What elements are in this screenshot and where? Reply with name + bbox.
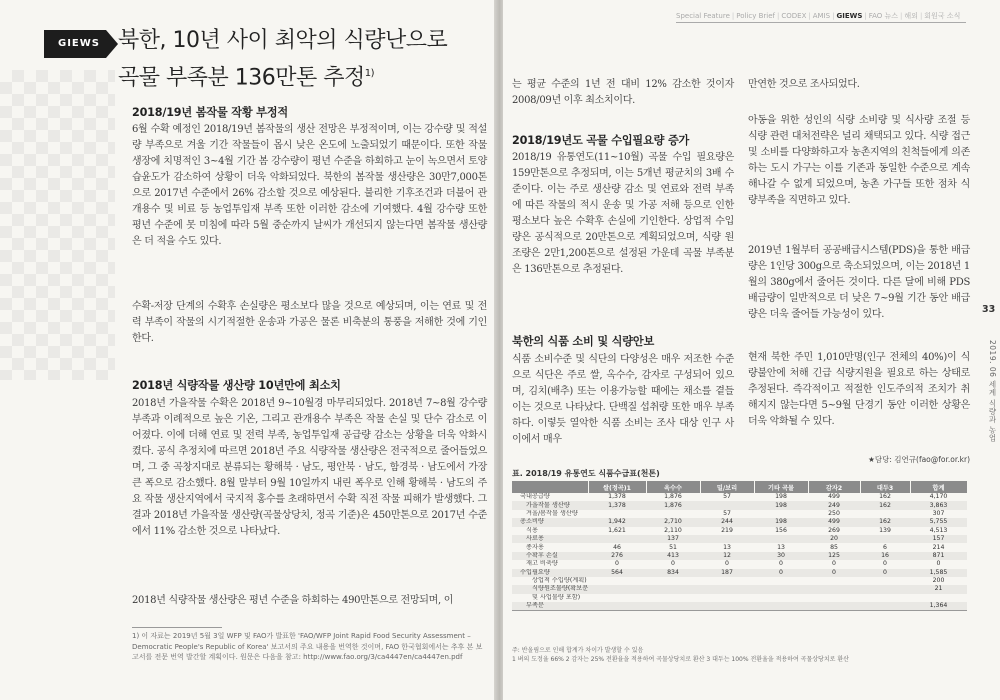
- decorative-pattern: [0, 70, 115, 380]
- title-line-2: [118, 57, 468, 94]
- paragraph: 수확-저장 단계의 수확후 손실량은 평소보다 많을 것으로 예상되며, 이는 연료 및 전력 부족이 작물의 시기적절한 운송과 가공은 물론 비축분의 통풍을 저해한 것에 기인한다.: [132, 301, 487, 344]
- table-cell: [754, 535, 808, 543]
- section-tag: GIEWS: [44, 30, 106, 58]
- table-cell: 0: [860, 569, 910, 577]
- table-note: 주: 반올림으로 인해 합계가 차이가 발생할 수 있음: [512, 647, 644, 654]
- table-cell: [860, 602, 910, 611]
- table-header-cell: 대두3: [860, 481, 910, 493]
- side-caption: 2019. 06 세계 식량과 농업: [988, 340, 997, 443]
- table-note: 1 벼의 도정율 66% 2 감자는 25% 전환율을 적용하여 곡물상당치로 환산 3 대두는 100% 전환율을 적용하여 곡물상당치로 환산: [512, 656, 849, 663]
- table-cell: [646, 510, 700, 518]
- table-header-cell: [512, 481, 588, 493]
- table-cell: 198: [754, 518, 808, 526]
- paragraph: 만연한 것으로 조사되었다.: [748, 79, 860, 90]
- table-cell: 198: [775, 493, 787, 501]
- nav-item[interactable]: FAO 뉴스: [868, 12, 899, 20]
- table-row-label: 사료용: [512, 535, 588, 543]
- table-cell: 85: [830, 543, 838, 551]
- table-cell: 200: [932, 577, 945, 585]
- nav-item[interactable]: GIEWS: [836, 12, 863, 20]
- paragraph: 2018/19 유통연도(11~10월) 곡물 수입 필요량은 159만톤으로 추정되며, 이는 5개년 평균치의 3배 수준이다. 이는 주로 생산량 감소 및 연료와 전력 부족에 따른 작물의 적시 운송 및 가공 저해 등으로 인한 평소보다 높은 수확후 손실에 기인한다. 상업적 수입량은 공식적으로 20만톤으로 계획되었으며, 식량 원조량은 2만1,200톤으로 설정된 가운데 곡물 부족분은 136만톤으로 추정된다.: [512, 152, 734, 275]
- table-cell: 0: [808, 569, 860, 577]
- table-cell: 57: [723, 509, 731, 517]
- table-header-cell: 밀/보리: [700, 481, 754, 493]
- table-row: [512, 535, 967, 543]
- table-cell: [646, 602, 700, 611]
- table-header-row: [512, 481, 967, 493]
- table-cell: 2,710: [646, 518, 700, 526]
- table-row: [512, 510, 967, 518]
- table-cell: [754, 602, 808, 611]
- nav-separator: |: [731, 12, 735, 20]
- table-cell: 187: [700, 569, 754, 577]
- table-cell: 6: [883, 543, 887, 551]
- table-row: [512, 569, 967, 577]
- nav-item[interactable]: AMIS: [812, 12, 831, 20]
- table-row: [512, 543, 967, 551]
- table-cell: 1,378: [608, 493, 626, 501]
- page-number: 33: [982, 304, 996, 315]
- table-row-label: 종자용: [526, 543, 544, 551]
- table-cell: [808, 577, 860, 585]
- table-cell: 307: [932, 509, 945, 517]
- table-cell: 1,621: [608, 526, 626, 534]
- nav-separator: |: [919, 12, 923, 20]
- table-header-cell: 옥수수: [646, 481, 700, 493]
- table-cell: [700, 501, 754, 509]
- table-cell: 0: [779, 560, 783, 568]
- nav-separator: |: [808, 12, 811, 20]
- table-cell: 1,876: [664, 493, 682, 501]
- author-credit: ★담당: 김연규(fao@for.or.kr): [868, 455, 970, 464]
- table-cell: 1,378: [588, 501, 646, 509]
- table-row-label: 식용: [526, 526, 538, 534]
- table-row: [512, 552, 967, 560]
- table-cell: [860, 510, 910, 518]
- table-cell: [588, 577, 646, 585]
- table-cell: 1,585: [910, 569, 967, 577]
- nav-separator: |: [777, 12, 780, 20]
- table-cell: [588, 510, 646, 518]
- table-cell: 499: [808, 518, 860, 526]
- table-row-label: 가을작물 생산량: [512, 501, 588, 509]
- section-heading: 2018년 식량작물 생산량 10년만에 최소치: [132, 379, 341, 392]
- table-cell: 125: [808, 552, 860, 560]
- paragraph: 아동을 위한 성인의 식량 소비량 및 식사량 조절 등 식량 관련 대처전략은 널리 채택되고 있다. 식량 접근 및 소비를 다양화하고자 농촌지역의 친척들에게 의존하는 도시 가구는 이를 기존과 동일한 수준으로 계속해나갈 수 없게 되었으며, 농촌 가구들 또한 점차 식량부족을 직면하고 있다.: [748, 115, 970, 206]
- table-row-label: 국내공급량: [520, 493, 550, 501]
- article-title: [118, 24, 468, 94]
- table-cell: 250: [828, 509, 840, 517]
- table-cell: [860, 535, 910, 543]
- table-cell: 16: [860, 552, 910, 560]
- table-cell: [754, 510, 808, 518]
- nav-item[interactable]: Policy Brief: [736, 12, 776, 20]
- table-cell: 0: [671, 560, 675, 568]
- table-row-label: 부족분: [512, 602, 588, 611]
- section-heading: 북한의 식품 소비 및 식량안보: [512, 335, 655, 348]
- paragraph: 2019년 1월부터 공공배급시스템(PDS)을 통한 배급량은 1인당 300g으로 축소되었으며, 이는 2018년 1월의 380g에서 줄어든 것이다. 다른 달에 비해 PDS 배급량이 일반적으로 더 낮은 7~9월 기간 동안 배급량은 더욱 줄어들 가능성이 있다.: [748, 245, 970, 320]
- table-cell: [860, 594, 910, 602]
- table-cell: 413: [646, 552, 700, 560]
- table-row-label: 수확후 손실: [512, 552, 588, 560]
- table-cell: 46: [613, 543, 621, 551]
- title-line-2-text: 곡물 부족분 136만톤 추정: [118, 65, 365, 91]
- table-cell: [808, 585, 860, 593]
- table-cell: 1,876: [646, 501, 700, 509]
- table-cell: 162: [860, 518, 910, 526]
- table-cell: [808, 594, 860, 602]
- table-cell: [910, 594, 967, 602]
- nav-divider: [676, 22, 966, 23]
- table-cell: 1,942: [588, 518, 646, 526]
- table-cell: 51: [669, 543, 677, 551]
- nav-separator: |: [900, 12, 903, 20]
- table-cell: [754, 594, 808, 602]
- table-row-label: 총소비량: [512, 518, 588, 526]
- table-cell: 214: [932, 543, 945, 551]
- table-cell: 156: [775, 526, 787, 534]
- table-header-cell: 감자2: [808, 481, 860, 493]
- table-cell: [700, 535, 754, 543]
- table-row-label: 수입필요량: [512, 569, 588, 577]
- table-row-label: 식량원조물량(확보분: [512, 585, 588, 593]
- table-cell: 5,755: [910, 518, 967, 526]
- table-cell: 4,170: [929, 493, 948, 501]
- table-row-label: 겨울/봄작물 생산량: [526, 509, 578, 517]
- table-body: [512, 493, 967, 611]
- table-cell: [700, 594, 754, 602]
- table-cell: 249: [808, 501, 860, 509]
- footnote: 1) 이 자료는 2019년 5월 3일 WFP 및 FAO가 발표한 'FAO/WFP Joint Rapid Food Security Assessment – Democratic People's Republic of Korea' 보고서의 주요 내용을 번역한 것이며, FAO 한국협회에서는 추후 본 보고서를 전문 번역 발간할 계획이다. 원문은 다음을 참고: http://www.fao.org/3/ca4447en/ca4447en.pdf: [132, 632, 483, 661]
- table-row-label: 및 사업물량 포함): [532, 593, 581, 601]
- nav-separator: |: [864, 12, 867, 20]
- table-cell: 198: [754, 501, 808, 509]
- table-cell: 21: [910, 585, 967, 593]
- table-cell: 3,863: [910, 501, 967, 509]
- section-nav: [676, 11, 962, 21]
- table-cell: [646, 594, 700, 602]
- table-cell: [700, 585, 754, 593]
- table-row-label: 재고 비축량: [526, 560, 558, 568]
- section-heading: 2018/19년도 곡물 수입필요량 증가: [512, 134, 690, 147]
- table-cell: 564: [588, 569, 646, 577]
- table-cell: 30: [754, 552, 808, 560]
- table-cell: 0: [832, 560, 836, 568]
- table-cell: 162: [860, 501, 910, 509]
- table-cell: 2,110: [664, 526, 682, 534]
- paragraph: 2018년 가을작물 수확은 2018년 9~10월경 마무리되었다. 2018년 7~8월 강수량 부족과 이례적으로 높은 기온, 그리고 관개용수 부족은 작물 손실 및 단수 감소로 이어졌다. 이에 더해 연료 및 전력 부족, 농업투입재 공급량 감소는 상황을 더욱 악화시켰다. 공식 추정치에 따르면 2018년 주요 식량작물 생산량은 전국적으로 줄어들었으며, 그 중 곡창지대로 분류되는 황해북 · 남도, 평안북 · 남도, 함경북 · 남도에서 가장 큰 폭으로 감소했다. 8월 말부터 9월 10일까지 내린 폭우로 인해 황해북 · 남도의 주요 작물 생산지역에서 국지적 홍수를 초래하면서 수확 직전 작물 피해가 발생했다. 그 결과 2018년 가을작물 생산량(곡물상당치, 정곡 기준)은 450만톤으로 2017년 수준에서 11% 감소한 것으로 나타났다.: [132, 398, 487, 537]
- table-header-cell: 기타 곡물: [754, 481, 808, 493]
- table-cell: [700, 602, 754, 611]
- nav-item[interactable]: 회원국 소식: [924, 12, 961, 20]
- table-notes: [512, 646, 972, 664]
- title-line-1: 북한, 10년 사이 최악의 식량난으로: [118, 28, 448, 53]
- table-cell: 13: [777, 543, 785, 551]
- nav-item[interactable]: 해외: [904, 12, 918, 20]
- paragraph: 식품 소비수준 및 식단의 다양성은 매우 저조한 수준으로 식단은 주로 쌀, 옥수수, 감자로 구성되어 있으며, 김치(배추) 또는 이용가능할 때에는 채소를 곁들이는 것으로 나타났다. 단백질 섭취량 또한 매우 부족하다. 이렇듯 열악한 식품 소비는 조사 대상 인구 사이에서 매우: [512, 354, 734, 445]
- nav-item[interactable]: CODEX: [781, 12, 807, 20]
- table-cell: [808, 602, 860, 611]
- table-cell: 139: [879, 526, 891, 534]
- table-cell: 57: [723, 493, 731, 501]
- table-cell: [646, 585, 700, 593]
- table-cell: 137: [646, 535, 700, 543]
- table-cell: [860, 577, 910, 585]
- footnote-divider: [132, 627, 222, 628]
- table-cell: [860, 585, 910, 593]
- table-cell: 0: [936, 560, 941, 568]
- table-cell: 157: [910, 535, 967, 543]
- table-row: [512, 577, 967, 585]
- nav-separator: |: [832, 12, 835, 20]
- table-row: [512, 501, 967, 509]
- table-cell: 4,513: [929, 526, 948, 534]
- table-row: [512, 585, 967, 593]
- table-row: [512, 527, 967, 535]
- table-cell: [700, 577, 754, 585]
- title-footnote-mark: 1): [364, 68, 375, 79]
- table-cell: [588, 602, 646, 611]
- table-row: [512, 560, 967, 568]
- paragraph: 는 평균 수준의 1년 전 대비 12% 감소한 것이자 2008/09년 이후 최소치이다.: [512, 79, 734, 106]
- table-cell: 499: [828, 493, 840, 501]
- nav-item[interactable]: Special Feature: [676, 12, 730, 20]
- table-cell: 219: [721, 526, 733, 534]
- table-cell: [646, 577, 700, 585]
- table-cell: [588, 535, 646, 543]
- table-cell: 20: [808, 535, 860, 543]
- table-cell: 1,364: [910, 602, 967, 611]
- table-cell: 0: [615, 560, 619, 568]
- table-row-label: 상업적 수입량(계획): [532, 577, 587, 585]
- paragraph: 6월 수확 예정인 2018/19년 봄작물의 생산 전망은 부정적이며, 이는 강수량 및 적설량 부족으로 겨울 기간 작물들이 몹시 낮은 온도에 노출되었기 때문이다. 또한 작물 생장에 치명적인 3~4월 기간 봄 강수량이 평년 수준을 하회하고 눈이 녹으면서 토양습윤도가 감소하여 상황이 더욱 악화되었다. 북한의 봄작물 생산량은 30만7,000톤으로 2017년 수준에서 26% 감소할 것으로 예상된다. 불리한 기후조건과 더불어 관개용수 및 비료 등 농업투입재 부족 또한 이러한 감소에 기여했다. 4월 강수량 또한 평년 수준에 못 미침에 따라 5월 중순까지 날씨가 개선되지 않는다면 봄작물 생산량은 더 적을 수도 있다.: [132, 124, 487, 247]
- table-cell: 162: [879, 493, 891, 501]
- table-row: [512, 602, 967, 611]
- table-header-cell: 쌀(정곡)1: [588, 481, 646, 493]
- table-cell: [754, 577, 808, 585]
- table-header-cell: 합계: [910, 481, 967, 493]
- section-heading: 2018/19년 봄작물 작황 부정적: [132, 106, 288, 119]
- table-row: [512, 594, 967, 602]
- table-cell: 0: [883, 560, 887, 568]
- table-cell: 276: [588, 552, 646, 560]
- table-cell: 13: [723, 543, 731, 551]
- paragraph: 현재 북한 주민 1,010만명(인구 전체의 40%)이 식량불안에 처해 긴급 식량지원을 필요로 하는 상태로 추정된다. 즉각적이고 적절한 인도주의적 조치가 취해지지 않는다면 5~9월 단경기 동안 이러한 상황은 더욱 악화될 수 있다.: [748, 352, 970, 427]
- food-balance-table: [512, 481, 968, 611]
- table-cell: 269: [828, 526, 840, 534]
- table-cell: 871: [910, 552, 967, 560]
- table-title: 표. 2018/19 유통연도 식품수급표(천톤): [512, 469, 660, 478]
- table-row: [512, 493, 967, 501]
- table-cell: [588, 594, 646, 602]
- table-row: [512, 518, 967, 526]
- table-cell: 0: [725, 560, 729, 568]
- table-cell: [588, 585, 646, 593]
- table-cell: 834: [646, 569, 700, 577]
- table-cell: 244: [700, 518, 754, 526]
- table-cell: 12: [700, 552, 754, 560]
- table-cell: 0: [754, 569, 808, 577]
- paragraph: 2018년 식량작물 생산량은 평년 수준을 하회하는 490만톤으로 전망되며, 이: [132, 595, 454, 606]
- table-cell: [754, 585, 808, 593]
